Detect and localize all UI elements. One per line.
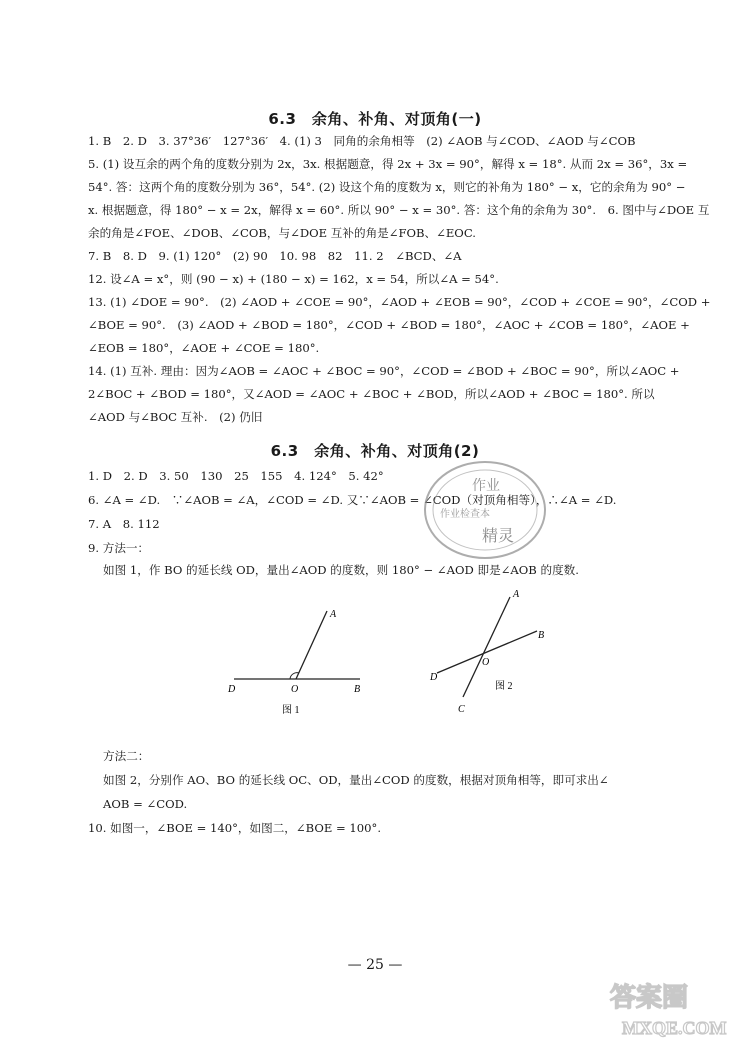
svg-text:作业: 作业 — [472, 479, 500, 494]
answer-line: 余的角是∠FOE、∠DOB、∠COB，与∠DOE 互补的角是∠FOB、∠EOC. — [88, 226, 476, 240]
answer-line-q10: 10. 如图一，∠BOE = 140°，如图二，∠BOE = 100°. — [88, 821, 382, 835]
method-2-text: 如图 2，分别作 AO、BO 的延长线 OC、OD，量出∠COD 的度数，根据对顶角相等，即可求出∠ — [103, 773, 609, 787]
answer-line: 9. 方法一： — [88, 541, 150, 555]
answer-line: 54°. 答：这两个角的度数分别为 36°，54°. (2) 设这个角的度数为 x，则它的补角为 180° − x，它的余角为 90° − — [88, 180, 686, 194]
answer-line: x. 根据题意，得 180° − x = 2x，解得 x = 60°. 所以 90° − x = 30°. 答：这个角的余角为 30°. 6. 图中与∠DOE 互 — [88, 203, 710, 217]
answer-line: 12. 设∠A = x°，则 (90 − x) + (180 − x) = 162，x = 54，所以∠A = 54°. — [88, 272, 499, 286]
fig2-label-c: C — [458, 704, 465, 715]
fig1-label-b: B — [354, 684, 361, 695]
fig1-caption: 图 1 — [282, 705, 300, 716]
figure-1-diagram — [220, 605, 380, 725]
answer-line: 1. D 2. D 3. 50 130 25 155 4. 124° 5. 42° — [88, 469, 384, 483]
answer-line: 13. (1) ∠DOE = 90°. (2) ∠AOD + ∠COE = 90°，∠AOD + ∠EOB = 90°，∠COD + ∠COE = 90°，∠COD + — [88, 295, 711, 309]
answer-line: 2∠BOC + ∠BOD = 180°，又∠AOD = ∠AOC + ∠BOC + ∠BOD，所以∠AOD + ∠BOC = 180°. 所以 — [88, 387, 655, 401]
answer-line: ∠BOE = 90°. (3) ∠AOD + ∠BOD = 180°，∠COD + ∠BOD = 180°，∠AOC + ∠COB = 180°，∠AOE + — [88, 318, 690, 332]
svg-text:答案圈: 答案圈 — [610, 983, 689, 1012]
section-1-title: 6.3 余角、补角、对顶角(一) — [268, 110, 482, 128]
fig2-label-b: B — [538, 630, 545, 641]
fig2-label-d: D — [430, 672, 438, 683]
answer-line: 7. B 8. D 9. (1) 120° (2) 90 10. 98 82 11. 2 ∠BCD、∠A — [88, 249, 462, 263]
answer-line: 6. ∠A = ∠D. ∵∠AOB = ∠A，∠COD = ∠D. 又∵∠AOB = ∠COD（对顶角相等），∴∠A = ∠D. — [88, 493, 617, 507]
inspection-stamp — [420, 455, 550, 565]
fig1-label-a: A — [330, 609, 337, 620]
answer-line: ∠EOB = 180°，∠AOE + ∠COE = 180°. — [88, 341, 320, 355]
svg-text:精灵: 精灵 — [482, 528, 515, 545]
section-2-title: 6.3 余角、补角、对顶角(2) — [270, 442, 480, 460]
page-number: — 25 — — [347, 957, 403, 973]
method-1-text: 如图 1，作 BO 的延长线 OD，量出∠AOD 的度数，则 180° − ∠AOD 即是∠AOB 的度数. — [103, 563, 579, 577]
answer-line: 5. (1) 设互余的两个角的度数分别为 2x，3x. 根据题意，得 2x + 3x = 90°，解得 x = 18°. 从而 2x = 36°，3x = — [88, 157, 688, 171]
fig2-label-a: A — [513, 589, 520, 600]
answer-line: ∠AOD 与∠BOC 互补. (2) 仍旧 — [88, 410, 263, 424]
fig1-label-o: O — [291, 684, 299, 695]
figure-2-diagram — [425, 585, 555, 715]
answer-line: 7. A 8. 112 — [88, 517, 160, 531]
answer-line: 14. (1) 互补. 理由：因为∠AOB = ∠AOC + ∠BOC = 90°，∠COD = ∠BOD + ∠BOC = 90°，所以∠AOC + — [88, 364, 680, 378]
fig2-caption: 图 2 — [495, 681, 513, 692]
fig2-label-o: O — [482, 657, 490, 668]
site-watermark-logo — [604, 972, 744, 1042]
method-2-text: AOB = ∠COD. — [103, 797, 188, 811]
method-2-label: 方法二： — [103, 749, 150, 763]
svg-text:MXQE.COM: MXQE.COM — [622, 1018, 727, 1038]
answer-line: 1. B 2. D 3. 37°36′ 127°36′ 4. (1) 3 同角的余角相等 (2) ∠AOB 与∠COD、∠AOD 与∠COB — [88, 134, 636, 148]
fig1-label-d: D — [228, 684, 236, 695]
svg-text:作业检查本: 作业检查本 — [440, 509, 490, 520]
